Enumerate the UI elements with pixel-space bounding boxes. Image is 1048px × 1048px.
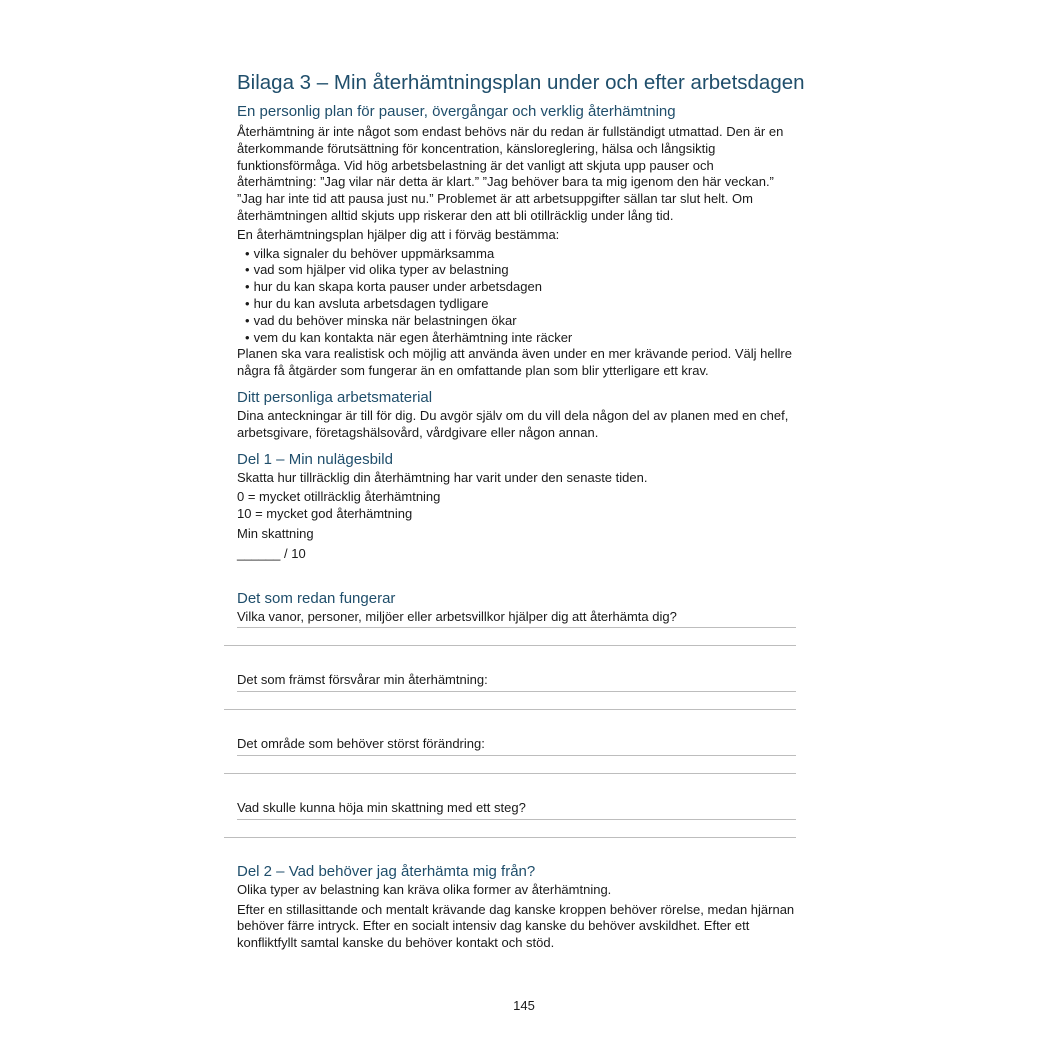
outro-line: några få åtgärder som fungerar än en omfattande plan som blir ytterligare ett krav. [237, 363, 709, 379]
intro-line: Återhämtning är inte något som endast behövs när du redan är fullständigt utmattad. Den är en [237, 124, 784, 139]
prompt-change: Det område som behöver störst förändring: [237, 736, 485, 752]
list-item: • vad du behöver minska när belastningen ökar [237, 313, 809, 330]
del2-paragraph [237, 902, 809, 952]
rating-instruction: Skatta hur tillräcklig din återhämtning har varit under den senaste tiden. [237, 469, 648, 485]
answer-line[interactable] [237, 691, 796, 692]
answer-line[interactable] [237, 627, 796, 628]
intro-line: återhämtningen alltid skjuts upp riskerar den att bli otillräcklig under lång tid. [237, 207, 674, 223]
rating-label: Min skattning [237, 525, 314, 541]
scale-low: 0 = mycket otillräcklig återhämtning [237, 489, 441, 505]
prompt-raise: Vad skulle kunna höja min skattning med ett steg? [237, 799, 526, 815]
del2-line: konfliktfyllt samtal kanske du behöver kontakt och stöd. [237, 935, 555, 951]
del2-line: behöver färre intryck. Efter en socialt intensiv dag kanske du behöver avskildhet. Efter ett [237, 918, 750, 934]
section-heading-material: Ditt personliga arbetsmaterial [237, 388, 433, 406]
answer-line[interactable] [224, 773, 796, 774]
prompt-helps: Vilka vanor, personer, miljöer eller arbetsvillkor hjälper dig att återhämta dig? [237, 608, 677, 624]
page-number: 145 [513, 998, 535, 1013]
material-line: arbetsgivare, företagshälsovård, vårdgivare eller någon annan. [237, 424, 599, 440]
prompt-hinders: Det som främst försvårar min återhämtning: [237, 672, 488, 688]
intro-paragraph [237, 124, 809, 225]
page-subtitle: En personlig plan för pauser, övergångar och verklig återhämtning [237, 103, 676, 120]
answer-line[interactable] [224, 837, 796, 838]
section-heading-works: Det som redan fungerar [237, 589, 396, 607]
intro-line: funktionsförmåga. Vid hög arbetsbelastning är det vanligt att skjuta upp pauser och [237, 157, 714, 173]
intro-line: återhämtning: ”Jag vilar när detta är klart.” ”Jag behöver bara ta mig igenom den här veckan.” [237, 174, 774, 190]
outro-line: Planen ska vara realistisk och möjlig att använda även under en mer krävande period. Välj hellre [237, 346, 792, 362]
page-title: Bilaga 3 – Min återhämtningsplan under och efter arbetsdagen [237, 71, 805, 94]
section-heading-del1: Del 1 – Min nulägesbild [237, 450, 393, 468]
scale-high: 10 = mycket god återhämtning [237, 506, 413, 522]
answer-line[interactable] [237, 819, 796, 820]
list-item: • vad som hjälper vid olika typer av belastning [237, 262, 809, 279]
list-item: • vilka signaler du behöver uppmärksamma [237, 246, 809, 263]
del2-line: Efter en stillasittande och mentalt krävande dag kanske kroppen behöver rörelse, medan hjärnan [237, 901, 795, 917]
section-heading-del2: Del 2 – Vad behöver jag återhämta mig från? [237, 862, 536, 880]
material-line: Dina anteckningar är till för dig. Du avgör själv om du vill dela någon del av planen med en chef, [237, 407, 789, 423]
rating-blank[interactable]: ______ / 10 [237, 545, 306, 561]
list-item: • vem du kan kontakta när egen återhämtning inte räcker [237, 330, 809, 347]
intro-line: återkommande förutsättning för koncentration, känsloreglering, hälsa och långsiktig [237, 140, 716, 156]
intro-line: ”Jag har inte tid att pausa just nu.” Problemet är att arbetsuppgifter sällan tar slut helt. Om [237, 191, 753, 207]
answer-line[interactable] [224, 709, 796, 710]
answer-line[interactable] [224, 645, 796, 646]
plan-outro [237, 346, 809, 380]
del2-intro: Olika typer av belastning kan kräva olika former av återhämtning. [237, 881, 612, 897]
list-item: • hur du kan avsluta arbetsdagen tydligare [237, 296, 809, 313]
plan-list [237, 246, 809, 347]
plan-intro: En återhämtningsplan hjälper dig att i förväg bestämma: [237, 226, 560, 242]
answer-line[interactable] [237, 755, 796, 756]
document-page [237, 70, 809, 952]
list-item: • hur du kan skapa korta pauser under arbetsdagen [237, 279, 809, 296]
material-paragraph [237, 408, 809, 442]
